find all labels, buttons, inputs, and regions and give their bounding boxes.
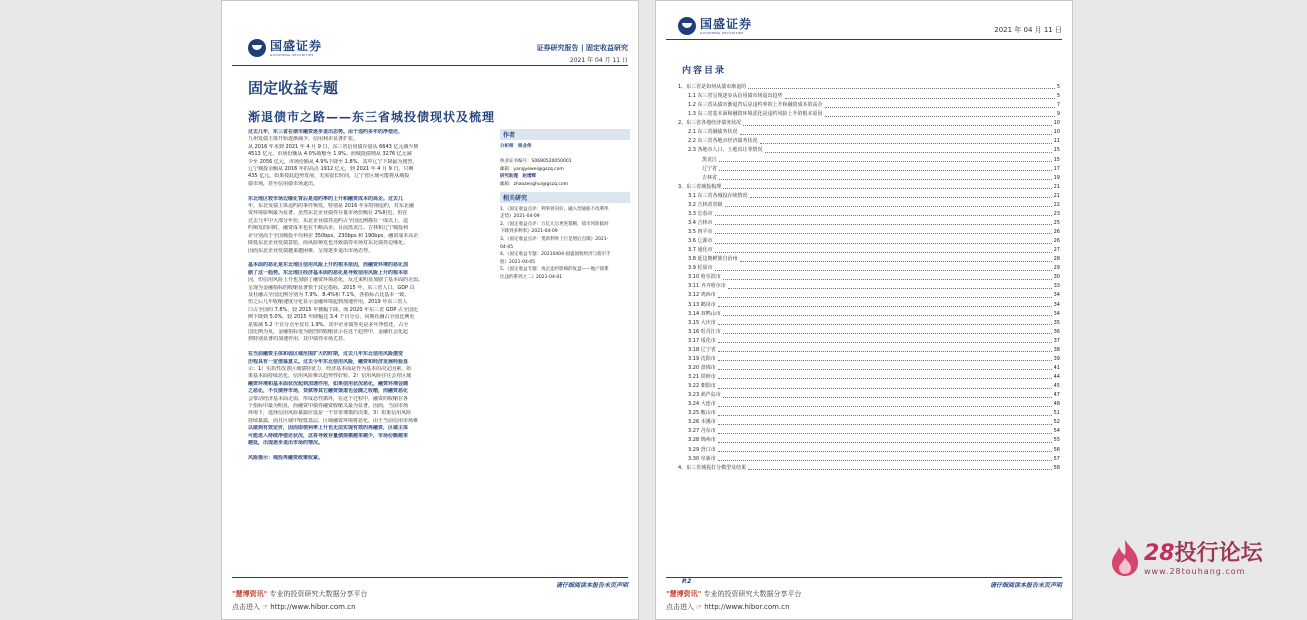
summary-line: 基本面的恶化是东北地区信用风险上升的根本原因，而融资环境的恶化加 (248, 262, 409, 269)
toc-entry[interactable] (678, 174, 1060, 183)
toc-entry-label: 3.25 鞍山市 (688, 410, 716, 417)
summary-line: 九州发债主体开始逐渐减少，信用利差显著扩张。 (248, 136, 359, 143)
toc-leader-dots (750, 192, 1052, 198)
authors-list (500, 143, 630, 189)
toc-entry-page: 21 (1053, 183, 1060, 190)
toc-entry[interactable] (678, 346, 1060, 355)
toc-leader-dots (728, 282, 1052, 288)
toc-entry[interactable] (678, 418, 1060, 427)
author-line: 邮箱：zhaozenghui@gszq.com (500, 181, 568, 187)
summary-line: 会带动经济基本面走弱，形成恶性循环，在这个过程中，融资的收缩在各 (248, 395, 409, 402)
toc-entry-page: 39 (1053, 355, 1060, 362)
toc-entry[interactable] (678, 391, 1060, 400)
report-page-2 (655, 0, 1073, 620)
toc-leader-dots (740, 128, 1052, 134)
summary-line (248, 188, 496, 195)
toc-entry-page: 36 (1053, 328, 1060, 335)
toc-entry-label: 2、东三省各地经济债务状况 (678, 120, 742, 127)
toc-leader-dots (718, 427, 1052, 433)
toc-entry[interactable] (678, 319, 1060, 328)
side-panel (500, 129, 630, 282)
toc-entry-label: 3.10 哈尔滨市 (688, 274, 721, 281)
related-list (500, 206, 630, 282)
toc-leader-dots (723, 273, 1052, 279)
footer-disclaimer: 请仔细阅读本报告末页声明 (989, 582, 1062, 589)
toc-title: 内容目录 (682, 66, 727, 76)
related-report-line[interactable]: 下降到多利率》2021-04-09 (500, 229, 558, 235)
watermark-url: www.28touhang.com (1144, 566, 1246, 576)
toc-entry-page: 52 (1053, 419, 1060, 426)
toc-entry-page: 15 (1053, 147, 1060, 154)
toc-entry[interactable] (678, 192, 1060, 201)
header-rule (666, 39, 1062, 40)
toc-entry[interactable] (678, 291, 1060, 300)
toc-entry-label: 辽宁省 (702, 165, 718, 172)
toc-entry-label: 1.3 东三省基本面和融资环境恶化是违约风险上升的根本原因 (688, 111, 823, 118)
summary-line: 辽宁城投余额从 2016 年的高点 1912 亿元，到 2021 年 4 月 9 日，只剩 (248, 166, 414, 173)
toc-entry-label: 4、东三省城投打分模型及结果 (678, 464, 747, 471)
toc-entry-page: 58 (1053, 464, 1060, 471)
toc-entry[interactable] (678, 282, 1060, 291)
toc-entry-label: 3.27 丹东市 (688, 428, 716, 435)
toc-leader-dots (715, 219, 1052, 225)
summary-line: 持续暴露，而且区域中较低基层，区域融资环境将恶化，由于当前信用市场难 (248, 417, 419, 424)
footer-rule (666, 577, 1062, 578)
toc-entry[interactable] (678, 110, 1060, 119)
toc-entry-page: 57 (1053, 455, 1060, 462)
toc-entry-label: 3.23 葫芦岛市 (688, 392, 721, 399)
toc-entry-label: 3.5 四平市 (688, 229, 713, 235)
author-line: 邮箱：yangyewei@gszq.com (500, 166, 564, 172)
toc-leader-dots (718, 319, 1052, 325)
toc-entry-page: 34 (1053, 310, 1060, 317)
toc-leader-dots (718, 455, 1052, 461)
summary-line: 呈现为金融指标的收缩显著快于其它指标，2015 年，东三省人口、GDP 以 (248, 284, 415, 291)
toc-leader-dots (718, 409, 1052, 415)
toc-entry-label: 1.2 东三省从债市渐退背后是违约率的上升和融资成本的高企 (688, 102, 823, 109)
toc-entry-label: 3.12 鸡西市 (688, 292, 716, 299)
summary-line: 口占全国的 7.8%，较 2015 年微幅下降，而 2020 年东三省 GDP 占全国比 (248, 306, 419, 313)
footer-promo: "慧博资讯" 专业的投资研究大数据分享平台 (232, 590, 368, 598)
summary-line: 过去几年中大部分年份，东北企业债券违约占全国比例都在一成以上，违 (248, 217, 409, 224)
toc-leader-dots (785, 92, 1055, 98)
toc-leader-dots (718, 355, 1052, 361)
toc-entry[interactable] (678, 146, 1060, 155)
toc-entry-page: 27 (1053, 247, 1060, 254)
toc-entry-page: 10 (1053, 120, 1060, 127)
summary-line: 以做到有效定价，因而即使利率上升也无法实现有效的再融资，区域主体 (248, 425, 409, 432)
toc-entry[interactable] (678, 310, 1060, 319)
related-report-line[interactable]: 册》2021-04-05 (500, 259, 536, 265)
summary-line: 历程具有一定借鉴意义。过去今年东北信用风险，融资和经济发展经验显 (248, 358, 409, 365)
toc-entry-page: 35 (1053, 319, 1060, 326)
toc-leader-dots (719, 156, 1052, 162)
toc-entry-page: 47 (1053, 392, 1060, 399)
report-date: 2021 年 04 月 11 日 (994, 26, 1062, 34)
author-line: 执业证书编号：S0680520050001 (500, 159, 572, 165)
related-report-line[interactable]: 5、《固定收益专题：再企违约影响的复盘——地产债系 (500, 267, 609, 273)
toc-entry-label: 3.17 绥化市 (688, 337, 716, 344)
brand-name-en: GUOSHENG SECURITIES (270, 52, 314, 57)
toc-leader-dots (740, 255, 1052, 261)
toc-leader-dots (718, 382, 1052, 388)
toc-entry-page: 17 (1053, 165, 1060, 172)
summary-line: 差分别高于全国城投平均利差 350bps、230bps 和 190bps，融资成本高企 (248, 232, 419, 239)
toc-entry-page: 22 (1053, 201, 1060, 208)
toc-leader-dots (825, 101, 1055, 107)
toc-entry-label: 3.4 吉林市 (688, 219, 713, 226)
toc-entry[interactable] (678, 156, 1060, 165)
toc-entry-label: 3.6 辽源市 (688, 238, 713, 245)
author-line (500, 151, 630, 159)
toc-leader-dots (825, 110, 1055, 116)
toc-entry[interactable] (678, 301, 1060, 310)
toc-entry-page: 7 (1056, 102, 1060, 109)
related-heading: 相关研究 (500, 192, 630, 203)
footer-promo: "慧博资讯" 专业的投资研究大数据分享平台 (666, 590, 802, 598)
summary-line (248, 447, 496, 454)
summary-line (248, 255, 496, 262)
toc-entry-label: 3.18 辽宁省 (688, 346, 716, 353)
toc-leader-dots (748, 464, 1051, 470)
summary-line: 在当前融资主体和弱区域范围扩大的时期，过去几年东北信用风险演变 (248, 351, 404, 358)
summary-line: 因，但信用风险上升也加剧了融资环境恶化，反过来明显加剧了基本面的走弱。 (248, 277, 424, 284)
toc-entry[interactable] (678, 83, 1060, 92)
summary-line (248, 344, 496, 351)
toc-entry-page: 5 (1056, 93, 1060, 100)
table-of-contents (678, 83, 1060, 473)
report-type: 证券研究报告 | 固定收益研究 (536, 44, 628, 52)
toc-entry[interactable] (678, 246, 1060, 255)
toc-entry-page: 51 (1053, 410, 1060, 417)
toc-entry[interactable] (678, 373, 1060, 382)
toc-entry-label: 3.1 东三省各城投存续情况 (688, 192, 748, 199)
toc-entry[interactable] (678, 409, 1060, 418)
toc-entry-label: 3.22 朝阳市 (688, 383, 716, 390)
toc-entry-page: 41 (1053, 364, 1060, 371)
toc-entry-page: 33 (1053, 283, 1060, 290)
toc-leader-dots (718, 436, 1052, 442)
summary-line: 约频发的同时，融资成本也在不断高企，目前黑龙江、吉林和辽宁城投利 (248, 225, 409, 232)
toc-entry[interactable] (678, 210, 1060, 219)
toc-entry-page: 37 (1053, 337, 1060, 344)
toc-leader-dots (723, 310, 1052, 316)
toc-entry-page: 28 (1053, 256, 1060, 263)
brand-logo (678, 17, 752, 35)
flame-icon (1108, 538, 1142, 578)
author-line: 研究助理 赵增辉 (500, 174, 536, 180)
related-report-line[interactable]: 04-05 (500, 244, 514, 250)
author-line: 分析师 杨业伟 (500, 144, 532, 149)
authors-heading: 作者 (500, 129, 630, 140)
toc-leader-dots (760, 137, 1052, 143)
summary-line: 风险提示：城投再融资政策收紧。 (248, 454, 324, 461)
summary-line: 果基本面持续恶化，信用风险难以趋势性好转。2）信用风险往往会对区域 (248, 373, 412, 380)
toc-leader-dots (718, 337, 1052, 343)
toc-entry-page: 29 (1053, 265, 1060, 272)
toc-entry-label: 3.15 大庆市 (688, 319, 716, 326)
summary-line: 国比例为负，金融指标变为剧烈的收缩显示在这个趋势中，金融社会化起 (248, 328, 409, 335)
page-title: 固定收益专题 (248, 79, 339, 97)
summary-line: 到特别显著的加速作用，其中债券市场尤甚。 (248, 336, 349, 343)
summary-line: 因而东北企业发债越来越困难，呈现逐步退出市场态势。 (248, 247, 374, 254)
toc-entry-label: 3.30 阜新市 (688, 455, 716, 462)
toc-leader-dots (748, 83, 1055, 89)
toc-entry[interactable] (678, 455, 1060, 464)
toc-entry-label: 3.21 铁岭市 (688, 374, 716, 380)
summary-line: 资环境影响最为显著。虽然东北企业债券存量市场份额在 2%附近，但在 (248, 210, 408, 217)
guosheng-logo-icon (248, 39, 266, 57)
related-report-line[interactable]: 区违约系列之二》2021-04-01 (500, 274, 563, 280)
toc-leader-dots (718, 291, 1052, 297)
summary-line: 是锐减 5.2 个百分点至仅有 1.9%。其中企业债券更是多年净偿还，占全 (248, 321, 409, 328)
toc-entry[interactable] (678, 355, 1060, 364)
summary-line: 从 2016 年末到 2021 年 4 月 9 日，东三省信用债存量从 6643 亿元减少到 (248, 143, 419, 150)
toc-entry-label: 2.1 东三省融债务状况 (688, 129, 738, 136)
footer-rule (232, 577, 628, 578)
toc-entry-label: 2.2 东三省各地市经济债务状况 (688, 138, 758, 145)
pointer-hand-icon: ☞ (696, 603, 703, 611)
toc-entry-label: 3.20 盘锦市 (688, 364, 716, 371)
forum-watermark (1108, 538, 1263, 578)
toc-leader-dots (723, 328, 1052, 334)
toc-entry-label: 吉林省 (702, 174, 718, 181)
toc-entry-page: 15 (1053, 156, 1060, 163)
summary-line: 债市场，甚至信用债市场退出。 (248, 180, 319, 187)
toc-entry-label: 3.11 齐齐哈尔市 (688, 283, 726, 290)
summary-line: 个指标中最为明显，而融资中债券融资收缩又最为显著。因而，当前市场 (248, 403, 409, 410)
toc-leader-dots (723, 391, 1052, 397)
toc-entry[interactable] (678, 183, 1060, 192)
toc-entry-label: 3.9 松原市 (688, 265, 713, 272)
toc-entry-label: 1、东三省是如何从债市渐退的 (678, 84, 747, 90)
summary-line: 年，东北发债主体违约的事件频发，特别是 2016 年东特钢违约，对东北融 (248, 203, 414, 210)
toc-entry-page: 38 (1053, 346, 1060, 353)
toc-entry-label: 2.3 各地市人口、土地出让等情况 (688, 147, 763, 154)
toc-entry[interactable] (678, 264, 1060, 273)
toc-entry-page: 21 (1053, 192, 1060, 199)
toc-entry[interactable] (678, 228, 1060, 237)
toc-entry-page: 9 (1056, 111, 1060, 118)
toc-entry[interactable] (678, 201, 1060, 210)
toc-leader-dots (719, 174, 1052, 180)
toc-entry[interactable] (678, 328, 1060, 337)
summary-line: 剧了这一趋势。东北地区经济基本面的恶化是导致信用风险上升的根本原 (248, 269, 409, 276)
toc-entry[interactable] (678, 255, 1060, 264)
toc-entry[interactable] (678, 427, 1060, 436)
toc-entry-page: 19 (1053, 174, 1060, 181)
related-report-line[interactable]: 走势》2021-04-09 (500, 214, 540, 220)
toc-entry-page: 26 (1053, 238, 1060, 245)
toc-entry-label: 3.13 鹤岗市 (688, 301, 716, 308)
toc-leader-dots (718, 373, 1052, 379)
toc-leader-dots (718, 301, 1052, 307)
toc-leader-dots (715, 237, 1052, 243)
toc-entry-label: 3.3 长春市 (688, 210, 713, 217)
toc-entry-page: 34 (1053, 292, 1060, 299)
watermark-title: 28投行论坛 (1144, 540, 1263, 566)
summary-line: 越低，出现逐步退出市场的情况。 (248, 440, 324, 447)
toc-entry-label: 3.28 锦州市 (688, 437, 716, 444)
toc-entry-label: 3.26 本溪市 (688, 419, 716, 426)
pointer-hand-icon: ☞ (262, 603, 269, 611)
summary-line: 东北地区较市场边缘化背后是违约率的上升和融资成本的高企。过去几 (248, 195, 404, 202)
summary-line: 4513 亿元，市场份额从 4.0%收缩至 1.9%。而城投债则从 3276 亿元减 (248, 151, 412, 158)
footer-link[interactable]: 点击进入 ☞ http://www.hibor.com.cn (232, 603, 356, 611)
header-rule (232, 65, 628, 66)
toc-entry[interactable] (678, 237, 1060, 246)
toc-entry-page: 25 (1053, 219, 1060, 226)
toc-entry-page: 44 (1053, 374, 1060, 380)
toc-entry-label: 3、东三省城投梳理 (678, 183, 722, 190)
toc-entry[interactable] (678, 273, 1060, 282)
summary-line: 及社融占全国比例分别为 7.9%、8.4%和 7.1%，各指标占比基本一致。 (248, 291, 410, 298)
toc-leader-dots (718, 418, 1052, 424)
toc-leader-dots (715, 210, 1052, 216)
summary-line: 融资环境和基本面状况起到加速作用，如果信用状况恶化，融资环境会随 (248, 380, 409, 387)
toc-leader-dots (743, 119, 1051, 125)
toc-entry-page: 11 (1053, 138, 1060, 145)
summary-line: 示：1）实质性改善区域债特征力，经济基本面是作为基本的决定因素，如 (248, 366, 412, 372)
toc-entry[interactable] (678, 382, 1060, 391)
summary-line: 环境下，选择信用风险暴露应设是一个非常谨慎的决策。3）如果信用风险 (248, 410, 412, 417)
toc-entry-page: 45 (1053, 383, 1060, 390)
brand-logo (248, 39, 322, 57)
toc-entry-page: 34 (1053, 301, 1060, 308)
toc-entry[interactable] (678, 464, 1060, 473)
page-subtitle: 渐退债市之路——东三省城投债现状及梳理 (248, 110, 496, 124)
page-number: P.2 (682, 578, 692, 585)
brand-name: 国盛证券 (270, 38, 323, 53)
toc-entry-page: 48 (1053, 401, 1060, 408)
toc-entry[interactable] (678, 165, 1060, 174)
toc-entry-page: 30 (1053, 274, 1060, 281)
toc-entry-label: 黑龙江 (702, 156, 718, 163)
toc-entry[interactable] (678, 219, 1060, 228)
related-report-line[interactable]: 3、《固定收益点评：货款利率上行是增后点缀》2021- (500, 236, 609, 242)
summary-line: 435 亿元。如果按此趋势发展，无需很长时间，辽宁省区域可能将从城投 (248, 173, 410, 180)
related-report-line[interactable]: 1、《固定收益点评：利率曾向好，融入型通胀不改利率 (500, 206, 609, 212)
toc-entry[interactable] (678, 92, 1060, 101)
summary-line: 过去几年，东三省在债市融资逐步退出态势。由于违约多年的净偿还， (248, 129, 404, 135)
toc-entry[interactable] (678, 446, 1060, 455)
toc-leader-dots (718, 364, 1052, 370)
toc-entry-label: 3.7 通化市 (688, 247, 713, 254)
toc-entry-label: 3.8 延边朝鲜族自治州 (688, 256, 738, 263)
toc-entry-label: 3.16 牡丹江市 (688, 328, 721, 335)
toc-leader-dots (723, 183, 1051, 189)
related-report-line[interactable]: 2、《固定收益点评：万亿元后更进都断，债市风险临时 (500, 221, 609, 227)
toc-entry-label: 1.1 东三省呈现逐步从信用债市场退出趋势 (688, 93, 783, 100)
toc-entry-page: 26 (1053, 229, 1060, 235)
toc-entry[interactable] (678, 400, 1060, 409)
related-report-line[interactable]: 4、《固定收益专题：20210404-国盛固收经济与债市手 (500, 252, 611, 258)
report-date: 2021 年 04 月 11 日 (569, 57, 628, 64)
toc-leader-dots (715, 246, 1052, 252)
toc-leader-dots (718, 446, 1052, 452)
toc-entry[interactable] (678, 137, 1060, 146)
report-page-1 (221, 0, 639, 620)
toc-leader-dots (718, 346, 1052, 352)
toc-entry-page: 23 (1053, 210, 1060, 217)
toc-entry-page: 56 (1053, 446, 1060, 453)
toc-leader-dots (765, 146, 1052, 152)
brand-name-en: GUOSHENG SECURITIES (700, 30, 744, 35)
footer-disclaimer: 请仔细阅读本报告末页声明 (555, 582, 628, 589)
toc-entry-page: 10 (1053, 129, 1060, 136)
footer-link[interactable]: 点击进入 ☞ http://www.hibor.com.cn (666, 603, 790, 611)
toc-entry[interactable] (678, 101, 1060, 110)
summary-body (248, 129, 496, 462)
summary-line: 降低东北企业发债意愿，而风险频发也导致债券市场对东北债券边缘化。 (248, 240, 409, 247)
toc-leader-dots (715, 264, 1052, 270)
toc-leader-dots (718, 400, 1052, 406)
summary-line: 之恶化，不仅债券市场，贷款等其它融资渠道也会随之收缩，而融资恶化 (248, 388, 409, 395)
toc-leader-dots (715, 228, 1052, 234)
toc-entry-page: 55 (1053, 437, 1060, 444)
summary-line: 但之后几年收缩速度分化显示金融环境起到加速作用，2019 年东三省人 (248, 299, 408, 306)
toc-entry-label: 3.19 沈阳市 (688, 355, 716, 362)
toc-leader-dots (725, 201, 1052, 207)
toc-entry-page: 5 (1056, 84, 1060, 90)
brand-name: 国盛证券 (700, 16, 753, 31)
summary-line: 例下降到 5.0%，较 2015 年降幅达 3.4 个百分点，同期社融占全国比例更 (248, 314, 415, 321)
toc-entry-label: 3.24 大连市 (688, 401, 716, 408)
toc-entry-label: 3.14 双鸭山市 (688, 310, 721, 317)
summary-line: 少至 2056 亿元，市场份额从 4.9%下降至 1.8%。其中辽宁下降最为剧烈， (248, 158, 418, 165)
toc-entry-page: 54 (1053, 428, 1060, 435)
guosheng-logo-icon (678, 17, 696, 35)
toc-entry[interactable] (678, 128, 1060, 137)
toc-entry-label: 3.29 营口市 (688, 446, 716, 453)
toc-entry[interactable] (678, 364, 1060, 373)
summary-line: 可能进入持续净偿还状况，这将导致存量债规模越来越少，市场份额越来 (248, 432, 409, 439)
toc-entry[interactable] (678, 119, 1060, 128)
toc-entry[interactable] (678, 436, 1060, 445)
toc-leader-dots (719, 165, 1052, 171)
toc-entry[interactable] (678, 337, 1060, 346)
toc-entry-label: 3.2 吉林省省级 (688, 201, 723, 208)
